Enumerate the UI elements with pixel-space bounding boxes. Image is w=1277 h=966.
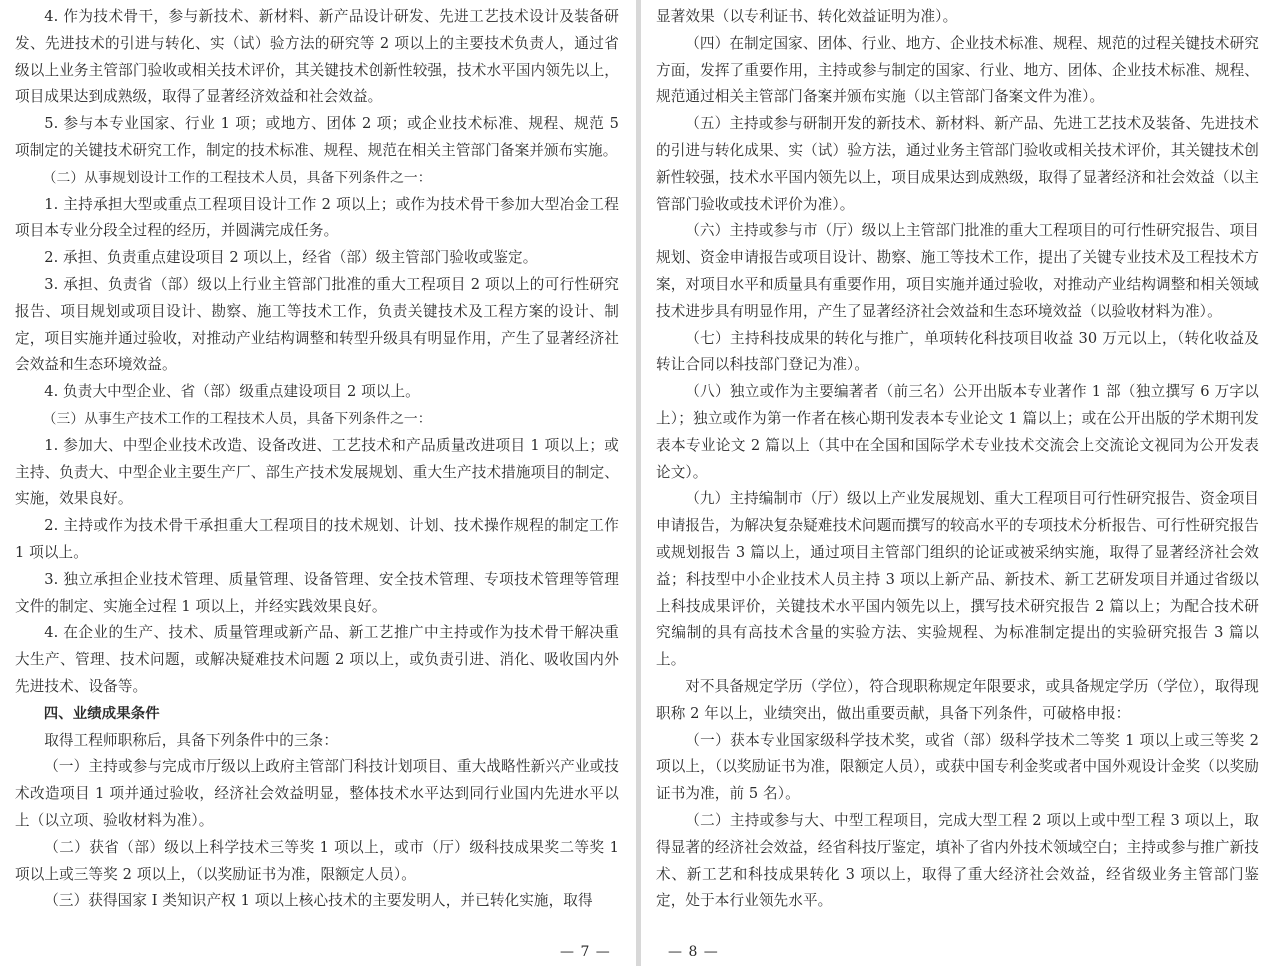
- paragraph: 对不具备规定学历（学位），符合现职称规定年限要求，或具备规定学历（学位），取得现职称 2 年以上，业绩突出，做出重要贡献，具备下列条件，可破格申报：: [656, 677, 1259, 722]
- paragraph: 取得工程师职称后，具备下列条件中的三条：: [44, 731, 339, 749]
- paragraph: （一）获本专业国家级科学技术奖，或省（部）级科学技术二等奖 1 项以上或三等奖 2 项以上，（以奖励证书为准，限额定人员），或获中国专利金奖或者中国外观设计金奖（以奖励证书为准，前 5 名）。: [656, 731, 1259, 803]
- page-number-7: — 7 —: [560, 944, 611, 960]
- right-page: [641, 0, 1277, 966]
- paragraph: （三）从事生产技术工作的工程技术人员，具备下列条件之一：: [42, 410, 432, 427]
- paragraph: 1. 主持承担大型或重点工程项目设计工作 2 项以上；或作为技术骨干参加大型冶金工程项目本专业分段全过程的经历，并圆满完成任务。: [15, 195, 619, 240]
- paragraph: （六）主持或参与市（厅）级以上主管部门批准的重大工程项目的可行性研究报告、项目规划、资金申请报告或项目设计、勘察、施工等技术工作，提出了关键专业技术及工程技术方案，对项目水平和质量具有重要作用，项目实施并通过验收，对推动产业结构调整和相关领域技术进步具有明显作用，产生了显著经济社会效益和生态环境效益（以验收材料为准）。: [656, 222, 1259, 320]
- paragraph: （二）从事规划设计工作的工程技术人员，具备下列条件之一：: [42, 169, 432, 186]
- paragraph: 3. 承担、负责省（部）级以上行业主管部门批准的重大工程项目 2 项以上的可行性研究报告、项目规划或项目设计、勘察、施工等技术工作，负责关键技术及工程方案的设计、制定，项目实施并通过验收，对推动产业结构调整和转型升级具有明显作用，产生了显著经济社会效益和生态环境效益。: [15, 275, 619, 374]
- paragraph: （二）主持或参与大、中型工程项目，完成大型工程 2 项以上或中型工程 3 项以上，取得显著的经济社会效益，经省科技厅鉴定，填补了省内外技术领域空白；主持或参与推广新技术、新工艺和科技成果转化 3 项以上，取得了重大经济社会效益，经省级业务主管部门鉴定，处于本行业领先水平。: [656, 811, 1259, 910]
- paragraph: （五）主持或参与研制开发的新技术、新材料、新产品、先进工艺技术及装备、先进技术的引进与转化成果、实（试）验方法，通过业务主管部门验收或相关技术评价，其关键技术创新性较强，技术水平国内领先以上，项目成果达到成熟级，取得了显著经济和社会效益（以主管部门验收或技术评价为准）。: [656, 115, 1259, 213]
- paragraph: 2. 承担、负责重点建设项目 2 项以上，经省（部）级主管部门验收或鉴定。: [44, 249, 538, 267]
- paragraph: 5. 参与本专业国家、行业 1 项；或地方、团体 2 项；或企业技术标准、规程、规范 5 项制定的关键技术研究工作，制定的技术标准、规程、规范在相关主管部门备案并颁布实施。: [15, 115, 619, 159]
- paragraph: （八）独立或作为主要编著者（前三名）公开出版本专业著作 1 部（独立撰写 6 万字以上）；独立或作为第一作者在核心期刊发表本专业论文 1 篇以上；或在公开出版的学术期刊发表本专业论文 2 篇以上（其中在全国和国际学术专业技术交流会上交流论文视同为公开发表论文）。: [656, 383, 1259, 481]
- left-page: [0, 0, 636, 966]
- paragraph: 4. 在企业的生产、技术、质量管理或新产品、新工艺推广中主持或作为技术骨干解决重大生产、管理、技术问题，或解决疑难技术问题 2 项以上，或负责引进、消化、吸收国内外先进技术、设备等。: [15, 624, 619, 695]
- paragraph: （一）主持或参与完成市厅级以上政府主管部门科技计划项目、重大战略性新兴产业或技术改造项目 1 项并通过验收，经济社会效益明显，整体技术水平达到同行业国内先进水平以上（以立项、验收材料为准）。: [15, 758, 619, 829]
- paragraph: 1. 参加大、中型企业技术改造、设备改进、工艺技术和产品质量改进项目 1 项以上；或主持、负责大、中型企业主要生产厂、部生产技术发展规划、重大生产技术措施项目的制定、实施，效果良好。: [15, 436, 619, 508]
- paragraph: （九）主持编制市（厅）级以上产业发展规划、重大工程项目可行性研究报告、资金项目申请报告，为解决复杂疑难技术问题而撰写的较高水平的专项技术分析报告、可行性研究报告或规划报告 3 篇以上，通过项目主管部门组织的论证或被采纳实施，取得了显著经济社会效益；科技型中小企业技术人员主持 3 项以上新产品、新技术、新工艺研发项目并通过省级以上科技成果评价，关键技术水平国内领先以上，撰写技术研究报告 2 篇以上；为配合技术研究编制的具有高技术含量的实验方法、实验规程、为标准制定提出的实验研究报告 3 篇以上。: [656, 490, 1259, 669]
- paragraph: （七）主持科技成果的转化与推广，单项转化科技项目收益 30 万元以上，（转化收益及转让合同以科技部门登记为准）。: [656, 329, 1259, 374]
- paragraph: （三）获得国家 I 类知识产权 1 项以上核心技术的主要发明人，并已转化实施，取得: [44, 892, 593, 910]
- paragraph: 2. 主持或作为技术骨干承担重大工程项目的技术规划、计划、技术操作规程的制定工作 1 项以上。: [15, 517, 619, 561]
- paragraph: （四）在制定国家、团体、行业、地方、企业技术标准、规程、规范的过程关键技术研究方面，发挥了重要作用，主持或参与制定的国家、行业、地方、团体、企业技术标准、规程、规范通过相关主管部门备案并颁布实施（以主管部门备案文件为准）。: [656, 34, 1259, 106]
- paragraph: （二）获省（部）级以上科学技术三等奖 1 项以上，或市（厅）级科技成果奖二等奖 1 项以上或三等奖 2 项以上，（以奖励证书为准，限额定人员）。: [15, 838, 619, 883]
- section-heading: 四、业绩成果条件: [43, 705, 160, 722]
- left-page-body: [15, 4, 619, 915]
- paragraph: 显著效果（以专利证书、转化效益证明为准）。: [656, 8, 958, 25]
- page-number-8: — 8 —: [668, 944, 719, 960]
- paragraph: 4. 负责大中型企业、省（部）级重点建设项目 2 项以上。: [44, 383, 420, 401]
- right-page-body: [656, 4, 1259, 915]
- paragraph: 4. 作为技术骨干，参与新技术、新材料、新产品设计研发、先进工艺技术设计及装备研发、先进技术的引进与转化、实（试）验方法的研究等 2 项以上的主要技术负责人，通过省级以上业务主管部门验收或相关技术评价，其关键技术创新性较强，技术水平国内领先以上，项目成果达到成熟级，取得了显著经济效益和社会效益。: [15, 8, 619, 106]
- paragraph: 3. 独立承担企业技术管理、质量管理、设备管理、安全技术管理、专项技术管理等管理文件的制定、实施全过程 1 项以上，并经实践效果良好。: [15, 570, 619, 615]
